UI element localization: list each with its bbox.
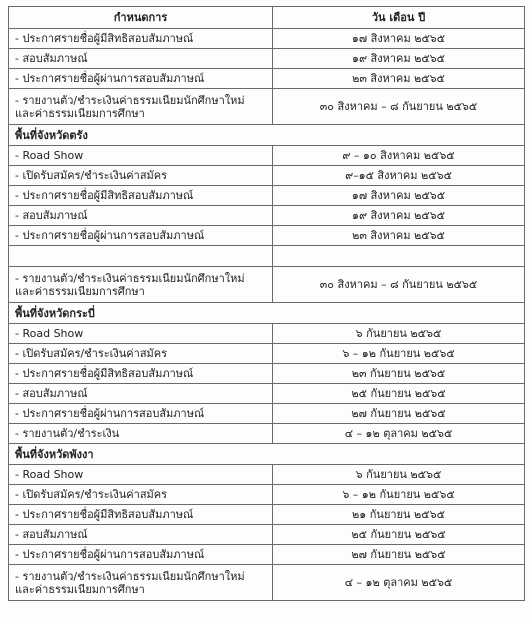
activity-cell — [9, 226, 273, 246]
section-heading-row — [9, 125, 525, 146]
activity-text: - รายงานตัว/ชำระเงินค่าธรรมเนียมนักศึกษาใหม่ — [15, 271, 245, 285]
blank-row — [9, 246, 525, 267]
activity-cell — [9, 49, 273, 69]
date-cell: ๔ – ๑๒ ตุลาคม ๒๕๖๕ — [273, 565, 525, 601]
date-cell: ๒๕ กันยายน ๒๕๖๕ — [273, 525, 525, 545]
activity-cell — [9, 69, 273, 89]
date-cell: ๔ – ๑๒ ตุลาคม ๒๕๖๕ — [273, 424, 525, 444]
activity-text: - เปิดรับสมัคร/ชำระเงินค่าสมัคร — [15, 347, 168, 360]
header-activity: กำหนดการ — [9, 7, 273, 29]
activity-text-continued: และค่าธรรมเนียมการศึกษา — [15, 284, 145, 298]
table-row — [9, 384, 525, 404]
date-cell: ๑๗ สิงหาคม ๒๕๖๕ — [273, 29, 525, 49]
date-cell: ๒๗ กันยายน ๒๕๖๕ — [273, 404, 525, 424]
activity-text: - ประกาศรายชื่อผู้มีสิทธิสอบสัมภาษณ์ — [15, 367, 194, 380]
date-cell: ๖ – ๑๒ กันยายน ๒๕๖๕ — [273, 344, 525, 364]
table-row — [9, 49, 525, 69]
date-cell: ๖ กันยายน ๒๕๖๕ — [273, 324, 525, 344]
date-cell: ๒๕ กันยายน ๒๕๖๕ — [273, 384, 525, 404]
date-cell: ๓๐ สิงหาคม – ๘ กันยายน ๒๕๖๕ — [273, 89, 525, 125]
activity-text: - ประกาศรายชื่อผู้ผ่านการสอบสัมภาษณ์ — [15, 407, 205, 420]
activity-text-continued: และค่าธรรมเนียมการศึกษา — [15, 582, 145, 596]
table-row — [9, 525, 525, 545]
activity-text: - Road Show — [15, 327, 84, 340]
activity-text: - รายงานตัว/ชำระเงิน — [15, 427, 120, 440]
header-date: วัน เดือน ปี — [273, 7, 525, 29]
table-row — [9, 186, 525, 206]
activity-text: - สอบสัมภาษณ์ — [15, 52, 88, 65]
activity-cell — [9, 186, 273, 206]
table-row — [9, 545, 525, 565]
activity-cell — [9, 424, 273, 444]
activity-cell — [9, 324, 273, 344]
activity-text: - สอบสัมภาษณ์ — [15, 528, 88, 541]
table-row — [9, 226, 525, 246]
date-cell: ๒๗ กันยายน ๒๕๖๕ — [273, 545, 525, 565]
date-cell: ๙–๑๕ สิงหาคม ๒๕๖๕ — [273, 166, 525, 186]
date-cell: ๓๐ สิงหาคม – ๘ กันยายน ๒๕๖๕ — [273, 267, 525, 303]
activity-cell — [9, 344, 273, 364]
date-cell: ๒๑ กันยายน ๒๕๖๕ — [273, 505, 525, 525]
activity-cell — [9, 89, 273, 125]
table-row — [9, 424, 525, 444]
date-cell: ๙ – ๑๐ สิงหาคม ๒๕๖๕ — [273, 146, 525, 166]
activity-text: - สอบสัมภาษณ์ — [15, 387, 88, 400]
activity-cell — [9, 364, 273, 384]
section-heading-row — [9, 444, 525, 465]
activity-cell — [9, 166, 273, 186]
activity-cell — [9, 485, 273, 505]
date-cell: ๒๓ กันยายน ๒๕๖๕ — [273, 364, 525, 384]
table-row — [9, 565, 525, 601]
table-row — [9, 344, 525, 364]
date-cell: ๒๓ สิงหาคม ๒๕๖๕ — [273, 226, 525, 246]
activity-cell — [9, 525, 273, 545]
table-row — [9, 485, 525, 505]
schedule-body — [9, 29, 525, 601]
activity-text: - Road Show — [15, 149, 84, 162]
table-row — [9, 465, 525, 485]
table-row — [9, 89, 525, 125]
activity-text: - รายงานตัว/ชำระเงินค่าธรรมเนียมนักศึกษาใหม่ — [15, 569, 245, 583]
table-row — [9, 404, 525, 424]
table-row — [9, 69, 525, 89]
schedule-table — [8, 6, 525, 601]
date-cell: ๑๙ สิงหาคม ๒๕๖๕ — [273, 206, 525, 226]
date-cell — [273, 246, 525, 267]
activity-text: - ประกาศรายชื่อผู้ผ่านการสอบสัมภาษณ์ — [15, 229, 205, 242]
activity-text: - ประกาศรายชื่อผู้มีสิทธิสอบสัมภาษณ์ — [15, 32, 194, 45]
date-cell: ๒๓ สิงหาคม ๒๕๖๕ — [273, 69, 525, 89]
activity-text: - สอบสัมภาษณ์ — [15, 209, 88, 222]
date-cell: ๖ – ๑๒ กันยายน ๒๕๖๕ — [273, 485, 525, 505]
activity-cell — [9, 565, 273, 601]
activity-cell — [9, 146, 273, 166]
activity-text-continued: และค่าธรรมเนียมการศึกษา — [15, 106, 145, 120]
activity-cell — [9, 246, 273, 267]
activity-cell — [9, 384, 273, 404]
section-heading: พื้นที่จังหวัดกระบี่ — [9, 303, 525, 324]
activity-text: - เปิดรับสมัคร/ชำระเงินค่าสมัคร — [15, 488, 168, 501]
table-row — [9, 146, 525, 166]
activity-text: - ประกาศรายชื่อผู้ผ่านการสอบสัมภาษณ์ — [15, 548, 205, 561]
activity-text: - ประกาศรายชื่อผู้มีสิทธิสอบสัมภาษณ์ — [15, 508, 194, 521]
table-row — [9, 166, 525, 186]
table-row — [9, 29, 525, 49]
section-heading-row — [9, 303, 525, 324]
activity-cell — [9, 505, 273, 525]
table-row — [9, 364, 525, 384]
date-cell: ๑๙ สิงหาคม ๒๕๖๕ — [273, 49, 525, 69]
table-header-row — [9, 7, 525, 29]
section-heading: พื้นที่จังหวัดตรัง — [9, 125, 525, 146]
activity-text: - รายงานตัว/ชำระเงินค่าธรรมเนียมนักศึกษาใหม่ — [15, 93, 245, 107]
table-row — [9, 324, 525, 344]
table-row — [9, 505, 525, 525]
activity-cell — [9, 206, 273, 226]
date-cell: ๑๗ สิงหาคม ๒๕๖๕ — [273, 186, 525, 206]
date-cell: ๖ กันยายน ๒๕๖๕ — [273, 465, 525, 485]
activity-text: - ประกาศรายชื่อผู้ผ่านการสอบสัมภาษณ์ — [15, 72, 205, 85]
activity-cell — [9, 545, 273, 565]
activity-text: - ประกาศรายชื่อผู้มีสิทธิสอบสัมภาษณ์ — [15, 189, 194, 202]
activity-text: - เปิดรับสมัคร/ชำระเงินค่าสมัคร — [15, 169, 168, 182]
section-heading: พื้นที่จังหวัดพังงา — [9, 444, 525, 465]
activity-text: - Road Show — [15, 468, 84, 481]
table-row — [9, 206, 525, 226]
activity-cell — [9, 29, 273, 49]
activity-cell — [9, 404, 273, 424]
table-row — [9, 267, 525, 303]
activity-cell — [9, 267, 273, 303]
activity-cell — [9, 465, 273, 485]
